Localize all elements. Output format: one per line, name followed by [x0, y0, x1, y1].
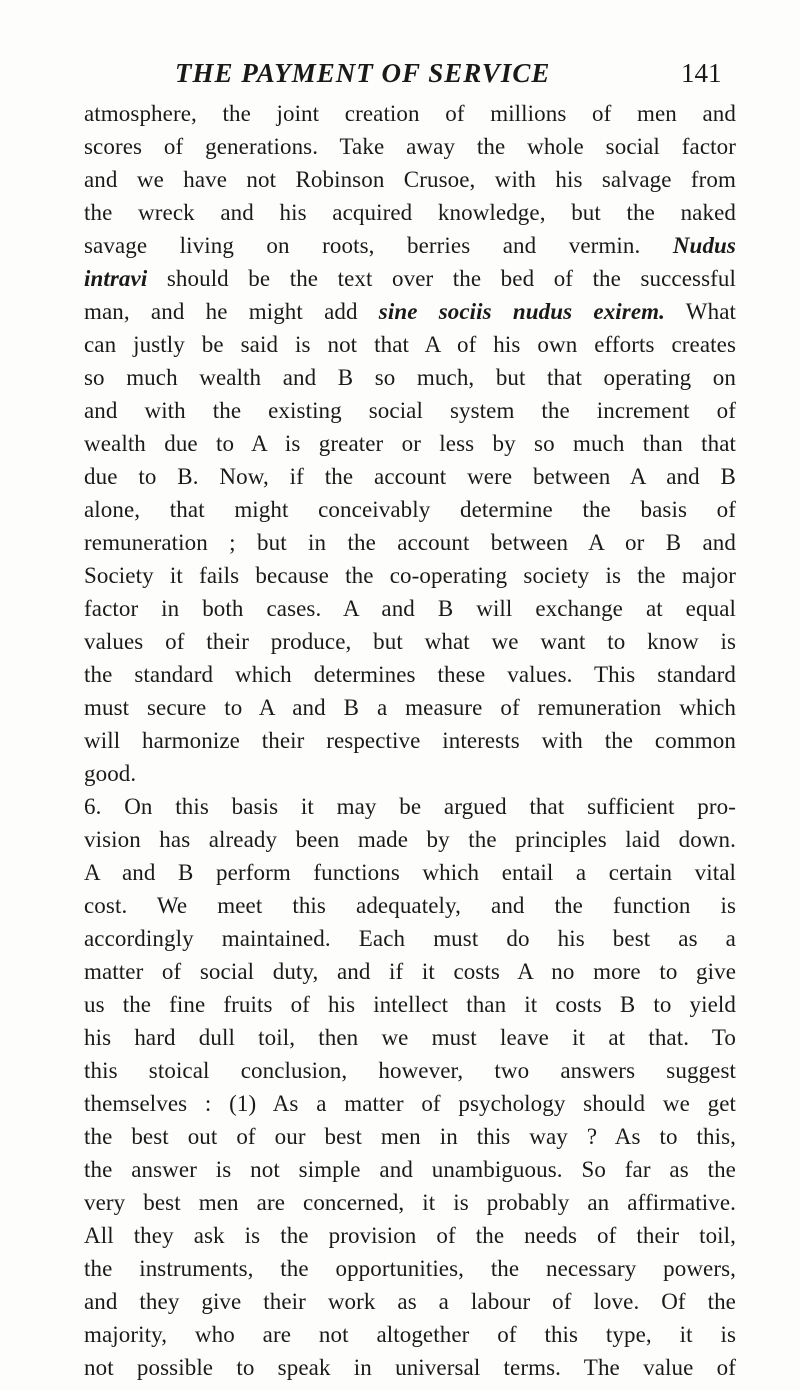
text-line: wealth due to A is greater or less by so much than that: [84, 431, 736, 456]
text-line: not possible to speak in universal terms. The value of: [84, 1355, 736, 1380]
text-segment: should be the text over the bed of the successful: [166, 266, 736, 291]
text-line: scores of generations. Take away the whole social factor: [84, 134, 736, 159]
text-line: the wreck and his acquired knowledge, but the naked: [84, 200, 736, 225]
text-line: factor in both cases. A and B will exchange at equal: [84, 596, 736, 621]
text-segment: savage living on roots, berries and vermin.: [84, 233, 641, 258]
text-line: matter of social duty, and if it costs A no more to give: [84, 959, 736, 984]
text-segment: man, and he might add: [84, 299, 358, 324]
text-line: 6. On this basis it may be argued that sufficient pro-: [84, 794, 736, 819]
text-line: [84, 295, 736, 328]
text-line: alone, that might conceivably determine the basis of: [84, 497, 736, 522]
text-line: cost. We meet this adequately, and the function is: [84, 893, 736, 918]
running-head: [0, 58, 800, 94]
text-line: majority, who are not altogether of this type, it is: [84, 1322, 736, 1347]
text-line: remuneration ; but in the account between A or B and: [84, 530, 736, 555]
text-line: accordingly maintained. Each must do his best as a: [84, 926, 736, 951]
text-line: the answer is not simple and unambiguous. So far as the: [84, 1157, 736, 1182]
text-line: the instruments, the opportunities, the necessary powers,: [84, 1256, 736, 1281]
text-line: atmosphere, the joint creation of millions of men and: [84, 101, 736, 126]
text-line: and we have not Robinson Crusoe, with his salvage from: [84, 167, 736, 192]
text-line: [84, 229, 736, 262]
text-line: his hard dull toil, then we must leave it at that. To: [84, 1025, 736, 1050]
latin-phrase: Nudus: [672, 233, 736, 258]
text-line: A and B perform functions which entail a certain vital: [84, 860, 736, 885]
text-line: due to B. Now, if the account were between A and B: [84, 464, 736, 489]
text-line: us the fine fruits of his intellect than it costs B to yield: [84, 992, 736, 1017]
text-line: the standard which determines these values. This standard: [84, 662, 736, 687]
text-line: very best men are concerned, it is probably an affirmative.: [84, 1190, 736, 1215]
text-line: and with the existing social system the increment of: [84, 398, 736, 423]
running-title: THE PAYMENT OF SERVICE: [175, 58, 551, 88]
text-line: and they give their work as a labour of love. Of the: [84, 1289, 736, 1314]
latin-phrase: intravi: [84, 266, 148, 291]
text-line: this stoical conclusion, however, two answers suggest: [84, 1058, 736, 1083]
text-line: vision has already been made by the principles laid down.: [84, 827, 736, 852]
text-line: values of their produce, but what we want to know is: [84, 629, 736, 654]
text-line: must secure to A and B a measure of remuneration which: [84, 695, 736, 720]
text-line: [84, 262, 736, 295]
body-text: [84, 97, 736, 1384]
text-line: so much wealth and B so much, but that operating on: [84, 365, 736, 390]
text-line: the best out of our best men in this way ? As to this,: [84, 1124, 736, 1149]
text-line: will harmonize their respective interests with the common: [84, 728, 736, 753]
text-line: All they ask is the provision of the needs of their toil,: [84, 1223, 736, 1248]
text-line: Society it fails because the co-operating society is the major: [84, 563, 736, 588]
text-line: themselves : (1) As a matter of psychology should we get: [84, 1091, 736, 1116]
page-number: 141: [681, 58, 722, 88]
latin-phrase: sine sociis nudus exirem.: [378, 299, 665, 324]
text-segment: What: [685, 299, 736, 324]
text-line: can justly be said is not that A of his own efforts creates: [84, 332, 736, 357]
text-line: good.: [84, 761, 137, 786]
